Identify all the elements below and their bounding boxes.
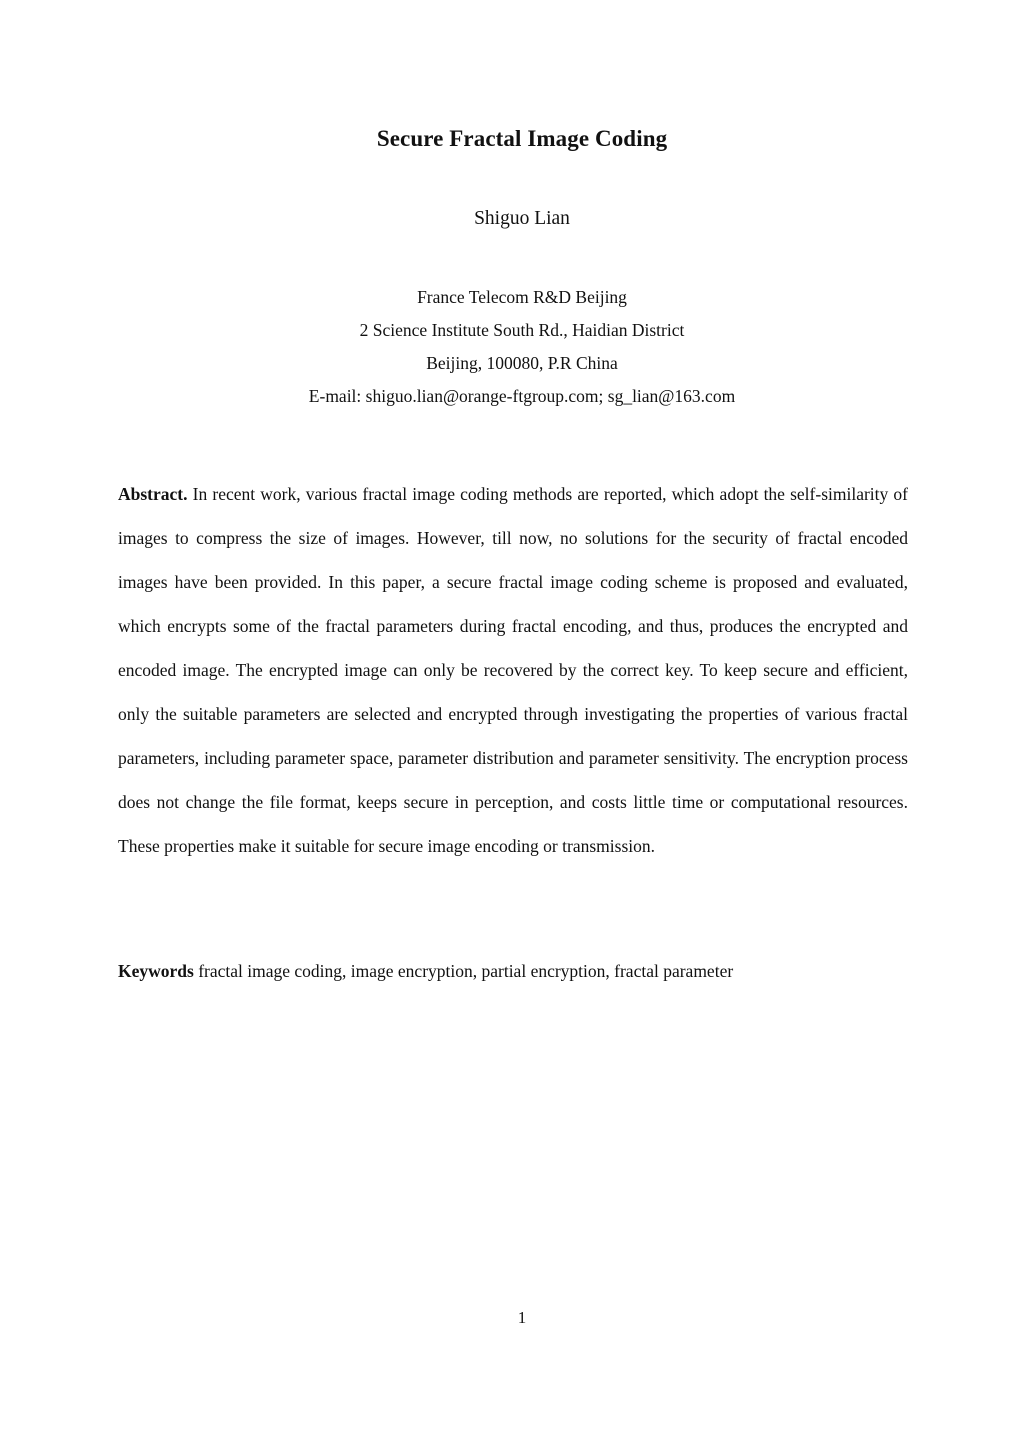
keywords-line — [118, 957, 908, 985]
affiliation-city: Beijing, 100080, P.R China — [426, 353, 618, 373]
abstract-label: Abstract. — [118, 484, 193, 504]
abstract-paragraph — [118, 472, 908, 868]
affiliation-org: France Telecom R&D Beijing — [417, 287, 627, 307]
abstract-text: In recent work, various fractal image coding methods are reported, which adopt the self-similarity of images to compress the size of images. However, till now, no solutions for the security of fractal encoded images have been provided. In this paper, a secure fractal image coding scheme is proposed and evaluated, which encrypts some of the fractal parameters during fractal encoding, and thus, produces the encrypted and encoded image. The encrypted image can only be recovered by the correct key. To keep secure and efficient, only the suitable parameters are selected and encrypted through investigating the properties of various fractal parameters, including parameter space, parameter distribution and parameter sensitivity. The encryption process does not change the file format, keeps secure in perception, and costs little time or computational resources. These properties make it suitable for secure image encoding or transmission. — [118, 484, 908, 856]
affiliation-email: E-mail: shiguo.lian@orange-ftgroup.com; sg_lian@163.com — [308, 386, 736, 406]
keywords-text: fractal image coding, image encryption, partial encryption, fractal parameter — [198, 961, 734, 981]
author-name: Shiguo Lian — [474, 208, 570, 229]
paper-title: Secure Fractal Image Coding — [376, 126, 668, 151]
keywords-label: Keywords — [118, 961, 199, 981]
page-number: 1 — [517, 1308, 527, 1327]
affiliation-block — [0, 281, 1024, 413]
affiliation-street: 2 Science Institute South Rd., Haidian District — [359, 320, 685, 340]
